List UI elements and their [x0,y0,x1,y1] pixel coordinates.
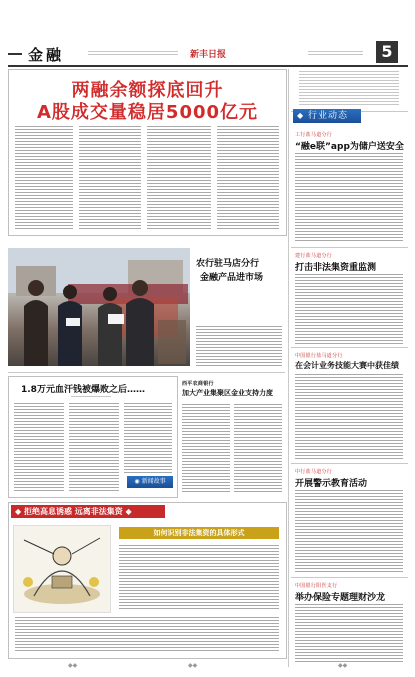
industrial-zone-article [180,376,285,496]
photo-section-rule [8,372,285,373]
footer-mark-center: ◆◆ [188,662,198,669]
page-header [8,44,408,64]
industry-item-3-source: 中国银行盐马道分行 [295,353,343,359]
industry-item-5-body [295,604,403,662]
section-name: 金融 [28,46,65,64]
antifraud-section [8,502,287,659]
antifraud-list [119,545,279,611]
market-photo-figures [8,248,190,366]
lead-column-4 [217,126,279,230]
industry-item-4-body [295,490,403,574]
warning-diamond-icon: ◆ [15,507,22,516]
cartoon-drawing [14,526,110,612]
industry-item-1-source: 工行盐马道分行 [295,132,333,138]
industry-banner [293,109,361,123]
blood-money-article [8,376,178,498]
industry-banner-label: 行业动态 [308,111,349,121]
header-rule [8,65,408,67]
market-photo [8,248,190,366]
info-icon: ◆ [297,111,305,120]
industry-divider-3 [291,463,408,464]
industry-item-2-body [295,274,403,344]
header-date [308,51,363,56]
photo-caption-1: 农行驻马店分行 [196,259,260,269]
blood-money-col-2 [69,403,119,493]
blood-money-col-3 [124,403,172,473]
header-dash [8,53,22,55]
cartoon-illustration [13,525,111,613]
news-tag-label: 新闻故事 [141,478,166,485]
industry-item-4-source: 中行盐马道分行 [295,469,333,475]
page-footer [8,662,408,672]
industrial-zone-col-2 [234,404,282,492]
footer-mark-right: ◆◆ [338,662,348,669]
industry-item-1-title: “融e联”app为储户送安全 [295,142,404,152]
industry-divider-1 [291,247,408,248]
top-notice [299,71,399,107]
industry-divider-2 [291,347,408,348]
antifraud-banner [11,505,165,518]
industry-item-4-title: 开展警示教育活动 [295,479,368,489]
industry-item-5-source: 中国银行阳医支行 [295,583,338,589]
lead-story-box [8,69,287,236]
news-story-tag [127,476,173,488]
industry-item-2-source: 建行盐马道分行 [295,253,333,259]
lead-column-3 [147,126,211,230]
industry-item-3-title: 在会计业务技能大赛中获佳绩 [295,361,399,370]
industry-item-1-body [295,153,403,243]
industry-item-5-title: 举办保险专题理财沙龙 [295,593,386,603]
footer-mark-left: ◆◆ [68,662,78,669]
lead-column-2 [79,126,141,230]
blood-money-title: 1.8万元血汗钱被爆败之后…… [21,385,145,395]
blood-money-col-1 [14,403,64,493]
antifraud-banner-label: 拒绝高息诱惑 远离非法集资 [23,507,123,516]
photo-caption-2: 金融产品进市场 [200,273,264,283]
page-number: 5 [376,41,398,63]
industrial-zone-col-1 [182,404,230,492]
antifraud-subhead: 如何识别非法集资的具体形式 [119,527,279,539]
blood-money-byline [71,396,111,399]
masthead: 新丰日报 [190,50,227,60]
warning-diamond-icon-end: ◆ [125,507,132,516]
column-separator [288,69,289,667]
lead-headline-2: A股成交量稳居5000亿元 [36,102,259,123]
industry-divider-4 [291,577,408,578]
lead-column-1 [15,126,73,230]
lead-headline-1: 两融余额探底回升 [71,80,224,101]
photo-story-body [196,326,282,366]
photo-story-section [8,240,285,370]
industry-item-3-body [295,374,403,460]
header-dateline [88,51,178,56]
industry-item-2-title: 打击非法集资重监测 [295,263,377,273]
antifraud-footer-text [15,617,279,653]
industrial-zone-source: 西平农商银行 [182,381,214,387]
industrial-zone-title: 加大产业集聚区金业支持力度 [182,389,273,397]
right-column [291,69,408,669]
news-tag-icon: ◉ [134,478,140,485]
